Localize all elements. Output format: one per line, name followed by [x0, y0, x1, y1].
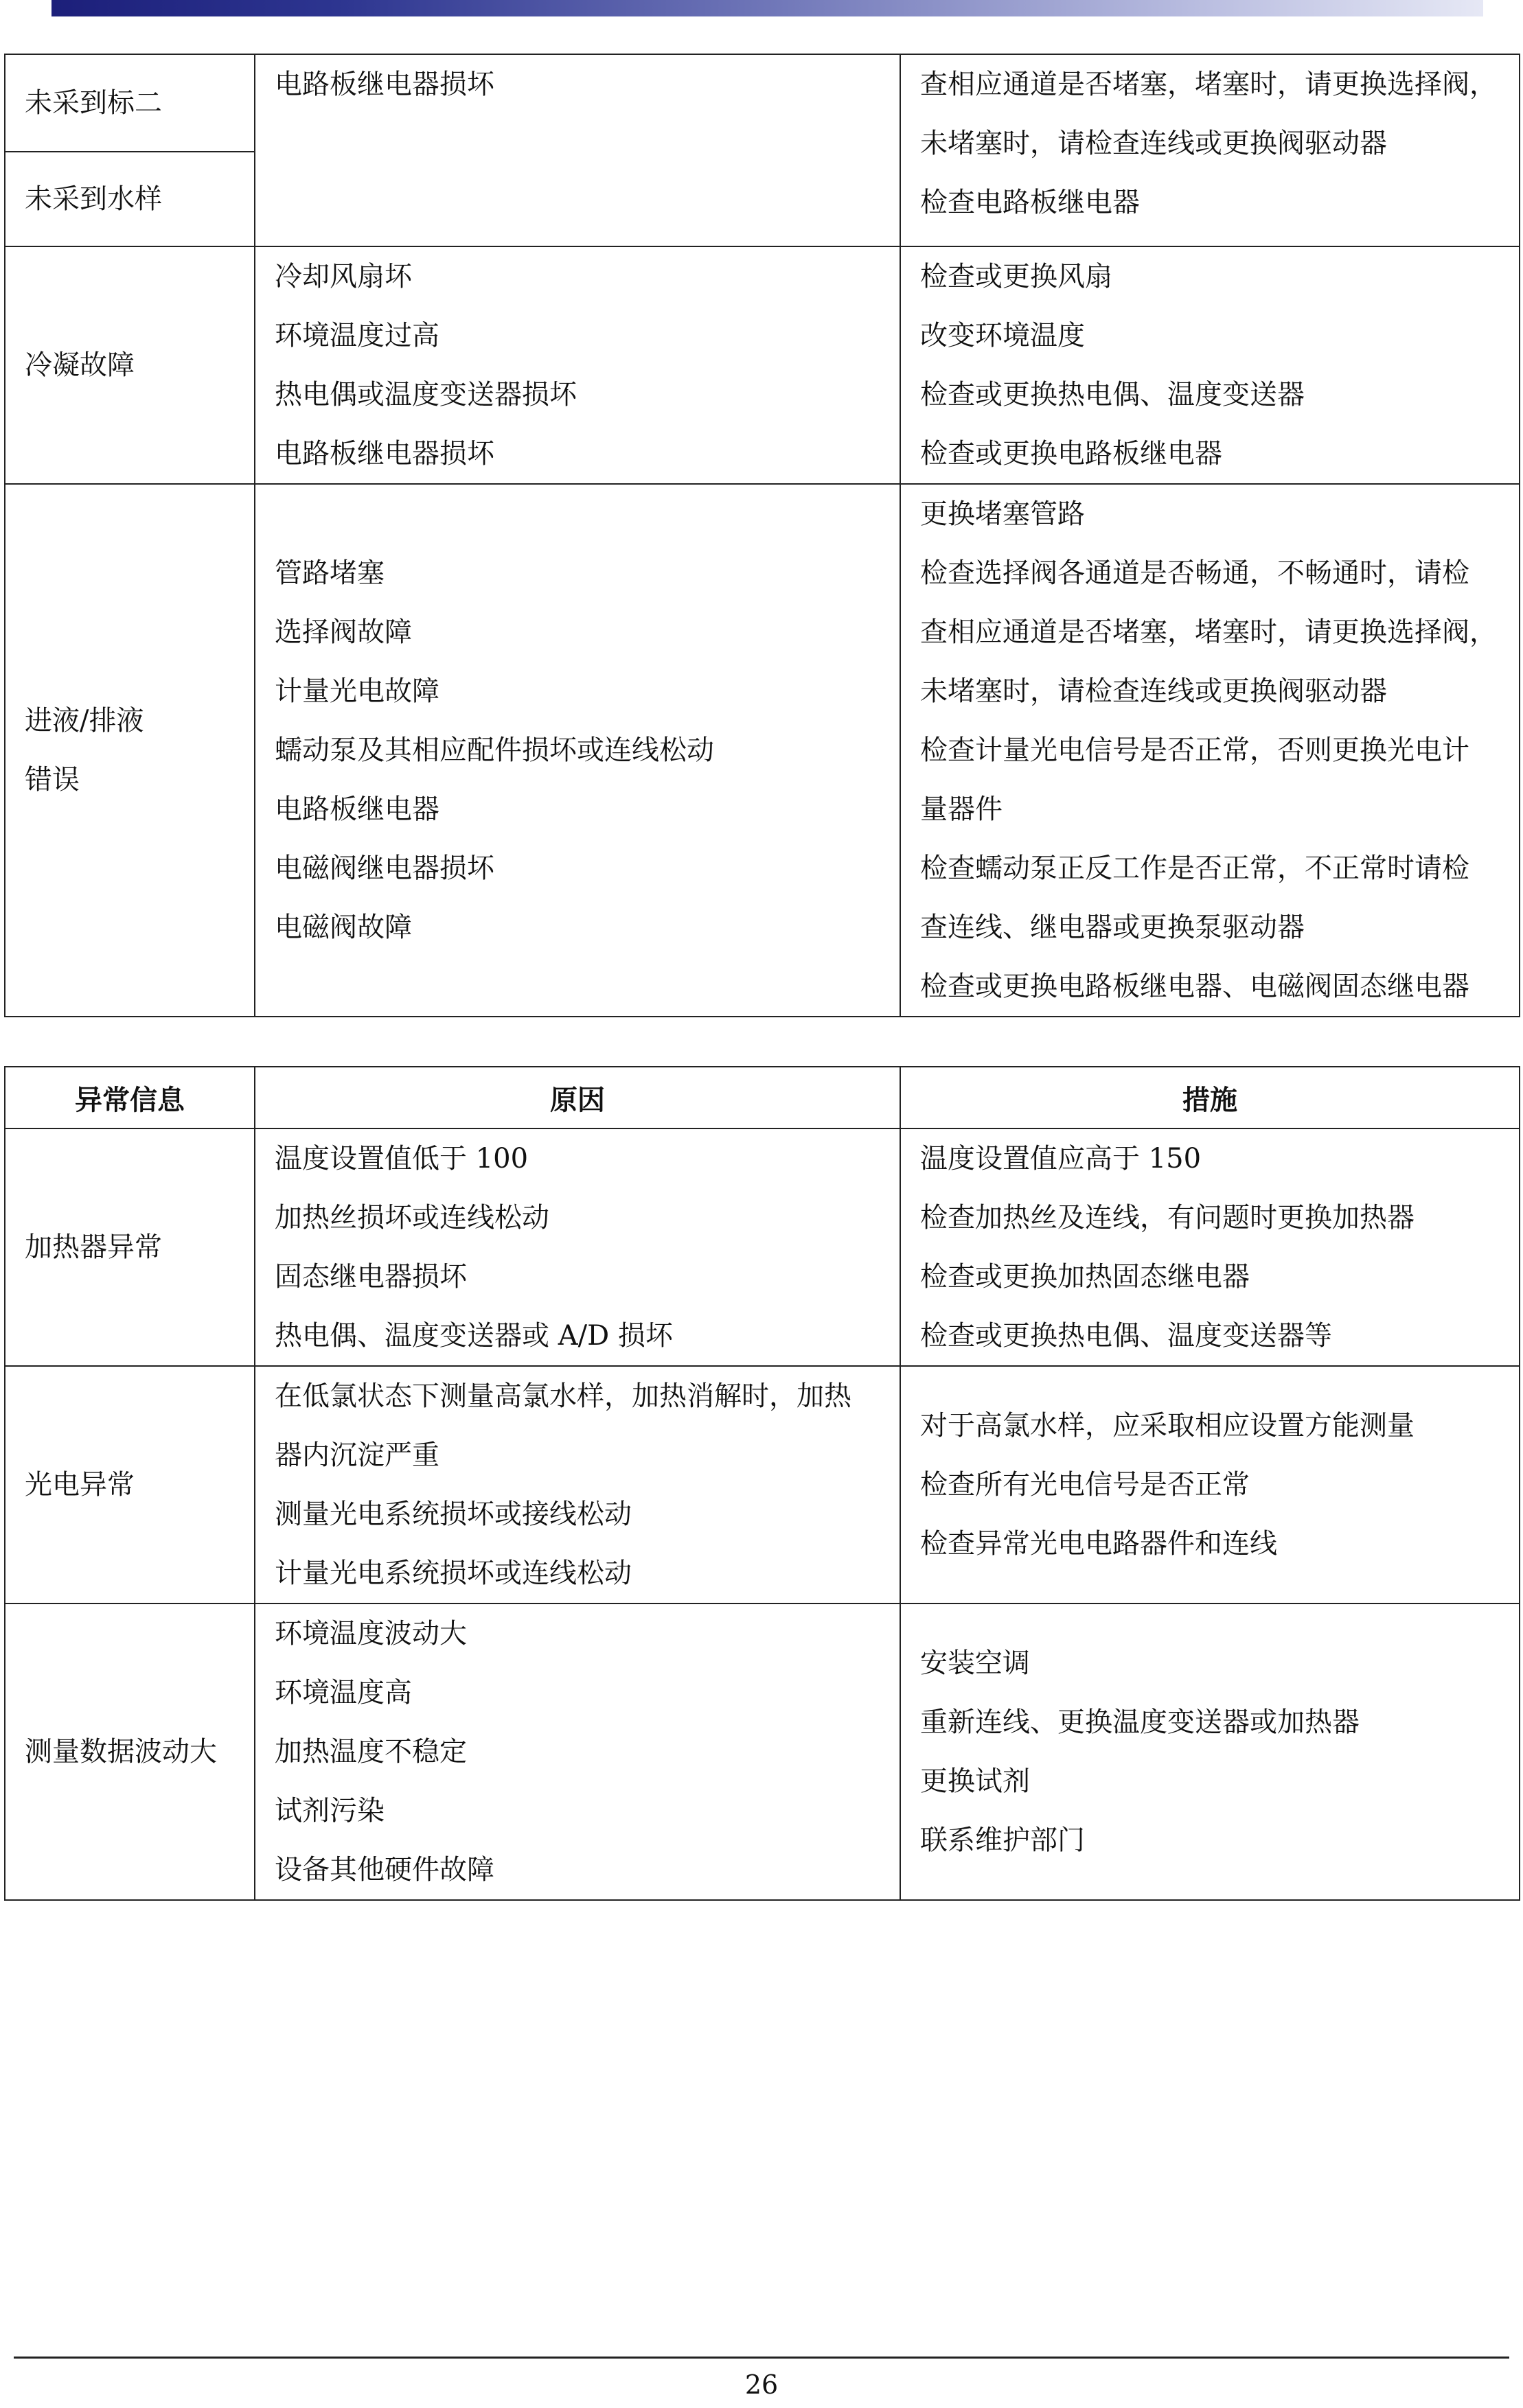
- table-header-row: [5, 1067, 1520, 1128]
- cause-line: 蠕动泵及其相应配件损坏或连线松动: [275, 734, 714, 766]
- measure-line: 对于高氯水样，应采取相应设置方能测量: [920, 1410, 1415, 1442]
- measure-line: 检查或更换风扇: [920, 261, 1112, 292]
- measure-cell: [900, 1604, 1520, 1900]
- cause-line: 器内沉淀严重: [275, 1439, 439, 1471]
- label-line: 进液/排液: [25, 705, 144, 737]
- table-row: [5, 484, 1520, 1017]
- cause-line: 计量光电系统损坏或连线松动: [275, 1558, 632, 1589]
- measure-line: 检查异常光电电路器件和连线: [920, 1528, 1277, 1560]
- cause-line: 环境温度高: [275, 1677, 412, 1709]
- cause-line: 管路堵塞: [275, 557, 385, 589]
- cause-line: 测量光电系统损坏或接线松动: [275, 1498, 632, 1530]
- measure-line: 查相应通道是否堵塞，堵塞时，请更换选择阀，: [920, 616, 1497, 648]
- table-row: [5, 1604, 1520, 1900]
- abnormal-info-table: [4, 1066, 1520, 1901]
- cause-line: 电磁阀继电器损坏: [275, 853, 494, 884]
- troubleshooting-table-continued: [4, 54, 1520, 1017]
- abnormal-info-cell: [5, 484, 255, 1017]
- cause-line: 电路板继电器损坏: [275, 69, 494, 100]
- label-line: 错误: [25, 764, 80, 796]
- measure-line: 检查或更换热电偶、温度变送器: [920, 379, 1305, 410]
- page-number: 26: [744, 2370, 779, 2400]
- cause-cell: [255, 484, 900, 1017]
- cause-cell: [255, 246, 900, 484]
- measure-cell: [900, 1366, 1520, 1604]
- footer-rule: [14, 2357, 1509, 2359]
- header-cause: 原因: [255, 1067, 900, 1128]
- measure-line: 检查或更换加热固态继电器: [920, 1261, 1250, 1293]
- measure-line: 更换试剂: [920, 1766, 1030, 1797]
- cause-line: 热电偶、温度变送器或 A/D 损坏: [275, 1320, 673, 1352]
- measure-cell: [900, 246, 1520, 484]
- cause-line: 计量光电故障: [275, 675, 439, 707]
- cause-line: 选择阀故障: [275, 616, 412, 648]
- cause-line: 设备其他硬件故障: [275, 1854, 494, 1886]
- abnormal-info-cell: 光电异常: [5, 1366, 255, 1604]
- header-abnormal-info: 异常信息: [5, 1067, 255, 1128]
- measure-line: 查连线、继电器或更换泵驱动器: [920, 912, 1305, 943]
- cause-cell: [255, 54, 900, 246]
- cause-line: 电路板继电器: [275, 794, 439, 825]
- table-row: [5, 246, 1520, 484]
- measure-line: 检查加热丝及连线，有问题时更换加热器: [920, 1202, 1415, 1234]
- abnormal-info-cell: 测量数据波动大: [5, 1604, 255, 1900]
- abnormal-info-cell: 加热器异常: [5, 1128, 255, 1366]
- cause-line: 环境温度波动大: [275, 1618, 467, 1649]
- measure-line: 量器件: [920, 794, 1003, 825]
- measure-line: 检查或更换热电偶、温度变送器等: [920, 1320, 1332, 1352]
- header-measure: 措施: [900, 1067, 1520, 1128]
- measure-line: 未堵塞时，请检查连线或更换阀驱动器: [920, 128, 1387, 159]
- table-row: [5, 54, 1520, 152]
- measure-line: 检查或更换电路板继电器、电磁阀固态继电器: [920, 971, 1469, 1002]
- measure-cell: [900, 1128, 1520, 1366]
- cause-cell: [255, 1128, 900, 1366]
- table-row: [5, 1128, 1520, 1366]
- abnormal-info-cell: 未采到水样: [5, 152, 255, 246]
- measure-line: 更换堵塞管路: [920, 498, 1085, 530]
- measure-line: 查相应通道是否堵塞，堵塞时，请更换选择阀，: [920, 69, 1497, 100]
- cause-line: 热电偶或温度变送器损坏: [275, 379, 577, 410]
- measure-line: 检查或更换电路板继电器: [920, 438, 1222, 470]
- cause-line: 固态继电器损坏: [275, 1261, 467, 1293]
- measure-line: 检查选择阀各通道是否畅通，不畅通时，请检: [920, 557, 1469, 589]
- measure-line: 检查所有光电信号是否正常: [920, 1469, 1250, 1501]
- header-decoration-band: [51, 0, 1483, 16]
- cause-line: 冷却风扇坏: [275, 261, 412, 292]
- cause-line: 加热温度不稳定: [275, 1736, 467, 1768]
- measure-line: 未堵塞时，请检查连线或更换阀驱动器: [920, 675, 1387, 707]
- measure-line: 重新连线、更换温度变送器或加热器: [920, 1706, 1360, 1738]
- cause-line: 加热丝损坏或连线松动: [275, 1202, 549, 1234]
- measure-line: 联系维护部门: [920, 1825, 1085, 1856]
- measure-line: 检查电路板继电器: [920, 187, 1140, 218]
- cause-cell: [255, 1604, 900, 1900]
- abnormal-info-cell: 未采到标二: [5, 54, 255, 152]
- cause-line: 试剂污染: [275, 1795, 385, 1827]
- measure-cell: [900, 54, 1520, 246]
- table-row: [5, 1366, 1520, 1604]
- measure-line: 检查计量光电信号是否正常，否则更换光电计: [920, 734, 1469, 766]
- cause-line: 环境温度过高: [275, 320, 439, 351]
- cause-line: 电路板继电器损坏: [275, 438, 494, 470]
- measure-line: 检查蠕动泵正反工作是否正常，不正常时请检: [920, 853, 1469, 884]
- measure-cell: [900, 484, 1520, 1017]
- measure-line: 温度设置值应高于 150: [920, 1143, 1202, 1174]
- cause-line: 在低氯状态下测量高氯水样，加热消解时，加热: [275, 1380, 851, 1412]
- abnormal-info-cell: 冷凝故障: [5, 246, 255, 484]
- cause-line: 温度设置值低于 100: [275, 1143, 529, 1174]
- cause-cell: [255, 1366, 900, 1604]
- measure-line: 安装空调: [920, 1647, 1030, 1679]
- cause-line: 电磁阀故障: [275, 912, 412, 943]
- measure-line: 改变环境温度: [920, 320, 1085, 351]
